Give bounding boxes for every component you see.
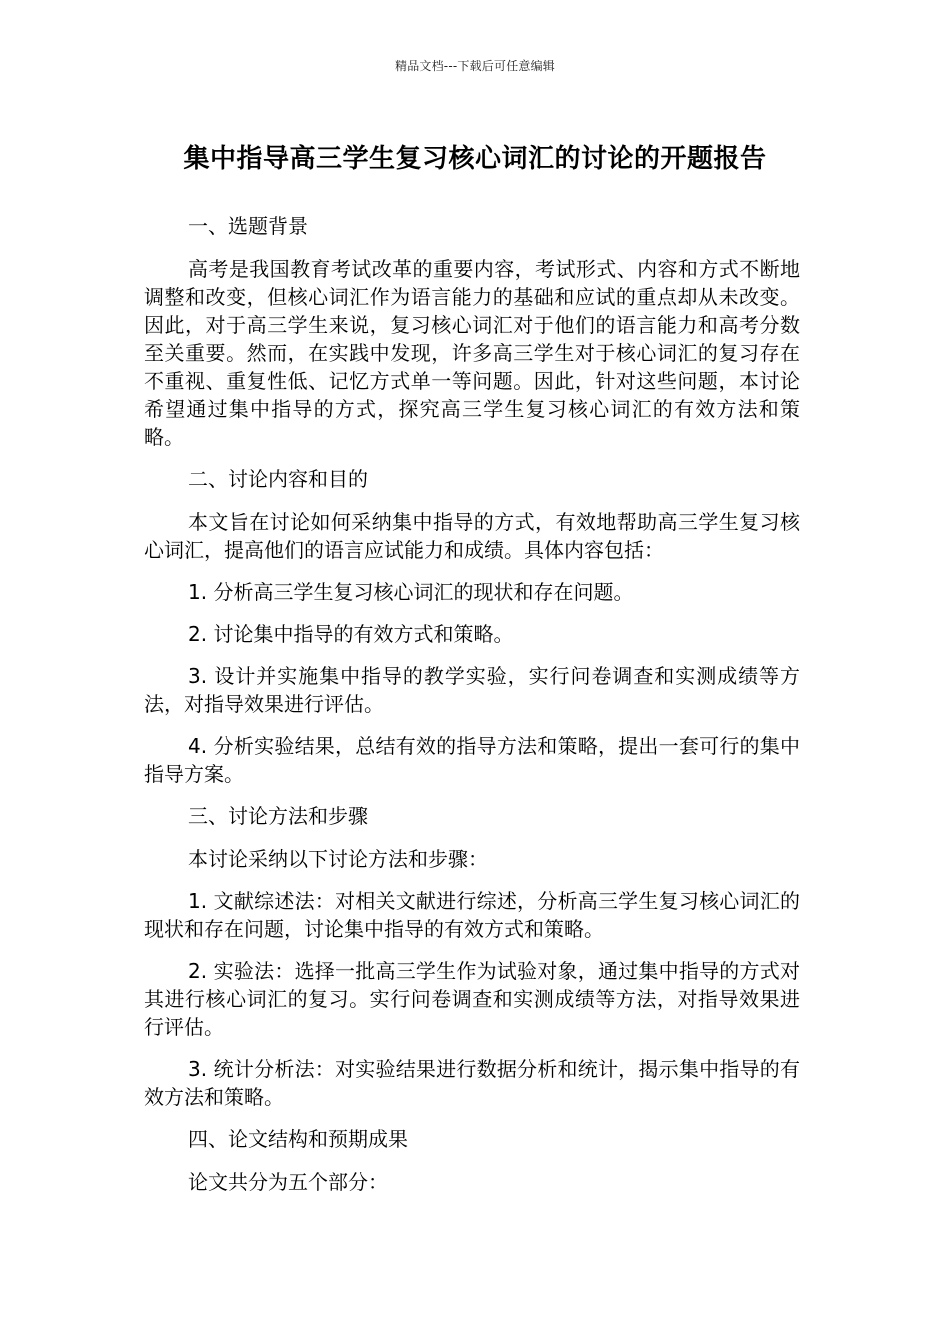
paragraph: 论文共分为五个部分： bbox=[188, 1170, 388, 1194]
list-item: 1. 分析高三学生复习核心词汇的现状和存在问题。 bbox=[188, 580, 634, 604]
list-item: 1. 文献综述法：对相关文献进行综述，分析高三学生复习核心词汇的现状和存在问题，讨论集中指导的有效方式和策略。 bbox=[144, 889, 800, 941]
list-item: 2. 实验法：选择一批高三学生作为试验对象，通过集中指导的方式对其进行核心词汇的复习。实行问卷调查和实测成绩等方法，对指导效果进行评估。 bbox=[144, 959, 800, 1039]
paragraph: 本文旨在讨论如何采纳集中指导的方式，有效地帮助高三学生复习核心词汇，提高他们的语言应试能力和成绩。具体内容包括： bbox=[144, 510, 800, 562]
document-title: 集中指导高三学生复习核心词汇的讨论的开题报告 bbox=[183, 144, 767, 174]
list-item: 3. 统计分析法：对实验结果进行数据分析和统计，揭示集中指导的有效方法和策略。 bbox=[144, 1057, 800, 1109]
section-heading: 一、选题背景 bbox=[188, 214, 308, 238]
list-item: 3. 设计并实施集中指导的教学实验，实行问卷调查和实测成绩等方法，对指导效果进行评估。 bbox=[144, 664, 800, 716]
section-heading: 四、论文结构和预期成果 bbox=[188, 1127, 408, 1151]
header-note: 精品文档---下载后可任意编辑 bbox=[395, 59, 555, 73]
section-heading: 二、讨论内容和目的 bbox=[188, 467, 368, 491]
paragraph: 本讨论采纳以下讨论方法和步骤： bbox=[188, 847, 488, 871]
document-body bbox=[144, 212, 800, 1210]
section-heading: 三、讨论方法和步骤 bbox=[188, 804, 368, 828]
list-item: 2. 讨论集中指导的有效方式和策略。 bbox=[188, 622, 514, 646]
paragraph: 高考是我国教育考试改革的重要内容，考试形式、内容和方式不断地调整和改变，但核心词汇作为语言能力的基础和应试的重点却从未改变。因此，对于高三学生来说，复习核心词汇对于他们的语言能力和高考分数至关重要。然而，在实践中发现，许多高三学生对于核心词汇的复习存在不重视、重复性低、记忆方式单一等问题。因此，针对这些问题，本讨论希望通过集中指导的方式，探究高三学生复习核心词汇的有效方法和策略。 bbox=[144, 257, 800, 449]
list-item: 4. 分析实验结果，总结有效的指导方法和策略，提出一套可行的集中指导方案。 bbox=[144, 734, 800, 786]
